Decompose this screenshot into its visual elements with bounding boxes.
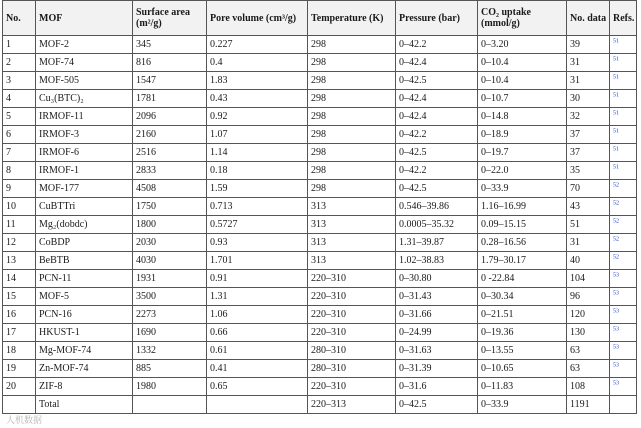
reference-link[interactable]: 51 [613,128,619,135]
cell-no-data: 63 [567,342,610,360]
cell-mof: PCN-11 [36,270,133,288]
cell-pressure: 0–42.5 [396,72,478,90]
table-row [3,234,637,252]
table-row [3,90,637,108]
cell-temperature: 298 [308,162,396,180]
cell-refs [610,198,637,216]
cell-pressure: 0–31.43 [396,288,478,306]
table-row [3,288,637,306]
cell-no: 7 [3,144,36,162]
cell-mof: Zn-MOF-74 [36,360,133,378]
table-row [3,54,637,72]
cell-pore-volume: 0.227 [207,36,308,54]
reference-link[interactable]: 51 [613,74,619,81]
cell-temperature: 298 [308,108,396,126]
cell-no: 11 [3,216,36,234]
table-row [3,216,637,234]
table-row [3,270,637,288]
cell-mof: Mg₂(dobdc) [36,216,133,234]
cell-no-data: 96 [567,288,610,306]
cell-no: 18 [3,342,36,360]
cell-pressure: 0–42.4 [396,54,478,72]
cell-temperature: 313 [308,198,396,216]
reference-link[interactable]: 52 [613,200,619,207]
cell-no: 13 [3,252,36,270]
cell-pressure: 0–31.6 [396,378,478,396]
cell-co2-uptake: 0.28–16.56 [478,234,567,252]
cell-refs [610,396,637,414]
reference-link[interactable]: 51 [613,38,619,45]
table-row [3,342,637,360]
cell-pressure: 0–42.5 [396,144,478,162]
cell-pressure: 0–30.80 [396,270,478,288]
cell-surface-area: 2273 [133,306,207,324]
cell-pore-volume: 0.43 [207,90,308,108]
cell-pore-volume: 1.59 [207,180,308,198]
cell-pressure: 0–31.39 [396,360,478,378]
cell-no: 4 [3,90,36,108]
header-pore-volume-label: Pore volume (cm³/g) [210,12,297,24]
cell-surface-area: 1332 [133,342,207,360]
reference-link[interactable]: 51 [613,92,619,99]
cell-refs [610,54,637,72]
cell-mof: MOF-505 [36,72,133,90]
cell-pore-volume: 0.93 [207,234,308,252]
cell-co2-uptake: 0–11.83 [478,378,567,396]
cell-co2-uptake: 0–10.7 [478,90,567,108]
reference-link[interactable]: 51 [613,56,619,63]
reference-link[interactable]: 53 [613,344,619,351]
cell-co2-uptake: 0–13.55 [478,342,567,360]
cell-no: 16 [3,306,36,324]
cell-pore-volume: 0.66 [207,324,308,342]
cell-surface-area: 2833 [133,162,207,180]
cell-refs [610,324,637,342]
cell-pore-volume: 0.65 [207,378,308,396]
cell-mof: IRMOF-6 [36,144,133,162]
reference-link[interactable]: 52 [613,254,619,261]
cell-pore-volume: 1.06 [207,306,308,324]
cell-no-data: 31 [567,54,610,72]
cell-mof: IRMOF-3 [36,126,133,144]
reference-link[interactable]: 51 [613,110,619,117]
cell-co2-uptake: 0–14.8 [478,108,567,126]
cell-co2-uptake: 1.79–30.17 [478,252,567,270]
reference-link[interactable]: 53 [613,272,619,279]
table-row [3,36,637,54]
cell-surface-area: 885 [133,360,207,378]
cell-no: 8 [3,162,36,180]
cell-no-data: 63 [567,360,610,378]
cell-temperature: 298 [308,90,396,108]
cell-pressure: 0–42.2 [396,36,478,54]
cell-co2-uptake: 0–22.0 [478,162,567,180]
header-refs: Refs. [610,1,637,36]
cell-temperature: 298 [308,144,396,162]
cell-surface-area: 1980 [133,378,207,396]
table-row [3,144,637,162]
header-no-data: No. data [567,1,610,36]
cell-refs [610,360,637,378]
cell-no: 14 [3,270,36,288]
cell-pressure: 1.02–38.83 [396,252,478,270]
cell-pore-volume: 0.41 [207,360,308,378]
cell-pressure: 0–42.4 [396,108,478,126]
cell-surface-area: 1781 [133,90,207,108]
cell-mof: ZIF-8 [36,378,133,396]
table-row [3,396,637,414]
cell-co2-uptake: 0–18.9 [478,126,567,144]
cell-no: 1 [3,36,36,54]
cell-pore-volume: 0.18 [207,162,308,180]
cell-pore-volume: 0.91 [207,270,308,288]
cell-temperature: 280–310 [308,360,396,378]
cell-surface-area: 345 [133,36,207,54]
reference-link[interactable]: 53 [613,380,619,387]
cell-no: 19 [3,360,36,378]
reference-link[interactable]: 53 [613,326,619,333]
cell-pore-volume: 1.14 [207,144,308,162]
cell-temperature: 220–310 [308,270,396,288]
cell-refs [610,126,637,144]
cell-no-data: 1191 [567,396,610,414]
cell-co2-uptake: 0–30.34 [478,288,567,306]
cell-mof: MOF-177 [36,180,133,198]
header-no: No. [3,1,36,36]
header-mof: MOF [36,1,133,36]
cell-co2-uptake: 0–21.51 [478,306,567,324]
cell-pressure: 0.0005–35.32 [396,216,478,234]
cell-mof: HKUST-1 [36,324,133,342]
cell-co2-uptake: 0–33.9 [478,396,567,414]
cell-refs [610,72,637,90]
reference-link[interactable]: 53 [613,362,619,369]
table-row [3,360,637,378]
cell-pressure: 0–42.4 [396,90,478,108]
cell-temperature: 220–313 [308,396,396,414]
cell-refs [610,288,637,306]
cell-no-data: 51 [567,216,610,234]
cell-refs [610,378,637,396]
cell-refs [610,216,637,234]
cell-pressure: 0–31.63 [396,342,478,360]
header-pressure: Pressure (bar) [396,1,478,36]
cell-pressure: 0.546–39.86 [396,198,478,216]
cell-pressure: 0–42.5 [396,180,478,198]
cell-temperature: 220–310 [308,378,396,396]
cell-pressure: 1.31–39.87 [396,234,478,252]
table-body [3,36,637,414]
cell-no: 10 [3,198,36,216]
cell-co2-uptake: 0 -22.84 [478,270,567,288]
cell-co2-uptake: 0–10.4 [478,54,567,72]
cell-no-data: 30 [567,90,610,108]
reference-link[interactable]: 51 [613,164,619,171]
cell-no-data: 37 [567,126,610,144]
cell-surface-area: 2096 [133,108,207,126]
cell-mof: IRMOF-1 [36,162,133,180]
cell-no-data: 31 [567,234,610,252]
header-pore-volume [207,1,308,36]
watermark: 人机数据 [6,416,43,426]
cell-no-data: 120 [567,306,610,324]
cell-refs [610,90,637,108]
cell-mof: CoBDP [36,234,133,252]
table-row [3,72,637,90]
cell-no: 5 [3,108,36,126]
cell-temperature: 313 [308,234,396,252]
table-row [3,198,637,216]
cell-no-data: 108 [567,378,610,396]
cell-pore-volume [207,396,308,414]
cell-temperature: 220–310 [308,288,396,306]
cell-mof: BeBTB [36,252,133,270]
cell-pore-volume: 1.83 [207,72,308,90]
cell-temperature: 313 [308,252,396,270]
cell-co2-uptake: 1.16–16.99 [478,198,567,216]
cell-no-data: 35 [567,162,610,180]
reference-link[interactable]: 52 [613,218,619,225]
cell-temperature: 220–310 [308,324,396,342]
header-co2-uptake [478,1,567,36]
table-row [3,252,637,270]
cell-mof: MOF-74 [36,54,133,72]
cell-temperature: 298 [308,72,396,90]
cell-pore-volume: 1.31 [207,288,308,306]
cell-refs [610,180,637,198]
cell-no: 20 [3,378,36,396]
cell-pressure: 0–42.2 [396,162,478,180]
cell-surface-area: 816 [133,54,207,72]
reference-link[interactable]: 53 [613,290,619,297]
cell-surface-area: 1800 [133,216,207,234]
cell-no: 3 [3,72,36,90]
cell-no: 6 [3,126,36,144]
cell-no-data: 37 [567,144,610,162]
cell-pressure: 0–24.99 [396,324,478,342]
cell-refs [610,234,637,252]
cell-refs [610,108,637,126]
cell-no-data: 70 [567,180,610,198]
cell-pressure: 0–31.66 [396,306,478,324]
cell-temperature: 298 [308,180,396,198]
cell-mof: MOF-2 [36,36,133,54]
cell-refs [610,306,637,324]
cell-pore-volume: 0.61 [207,342,308,360]
cell-co2-uptake: 0–19.7 [478,144,567,162]
cell-no: 12 [3,234,36,252]
cell-pressure: 0–42.2 [396,126,478,144]
cell-surface-area: 4030 [133,252,207,270]
cell-surface-area: 1547 [133,72,207,90]
cell-co2-uptake: 0–19.36 [478,324,567,342]
cell-pore-volume: 0.713 [207,198,308,216]
table-row [3,126,637,144]
cell-no: 9 [3,180,36,198]
header-surface-area [133,1,207,36]
cell-surface-area: 4508 [133,180,207,198]
cell-surface-area: 1931 [133,270,207,288]
cell-temperature: 220–310 [308,306,396,324]
header-row [3,1,637,36]
cell-no [3,396,36,414]
cell-pore-volume: 0.5727 [207,216,308,234]
cell-no-data: 31 [567,72,610,90]
cell-pore-volume: 0.92 [207,108,308,126]
cell-surface-area: 2516 [133,144,207,162]
cell-temperature: 298 [308,54,396,72]
reference-link[interactable]: 51 [613,146,619,153]
cell-surface-area: 2030 [133,234,207,252]
reference-link[interactable]: 53 [613,308,619,315]
table-row [3,378,637,396]
cell-refs [610,162,637,180]
table-row [3,108,637,126]
cell-no: 2 [3,54,36,72]
cell-no: 15 [3,288,36,306]
cell-temperature: 298 [308,126,396,144]
reference-link[interactable]: 52 [613,236,619,243]
cell-temperature: 280–310 [308,342,396,360]
cell-surface-area: 1690 [133,324,207,342]
cell-no: 17 [3,324,36,342]
header-surface-area-label: Surface area (m²/g) [136,7,190,29]
cell-mof: IRMOF-11 [36,108,133,126]
cell-co2-uptake: 0.09–15.15 [478,216,567,234]
header-co2-uptake-label: CO₂ uptake (mmol/g) [481,7,531,29]
cell-no-data: 104 [567,270,610,288]
cell-refs [610,342,637,360]
cell-surface-area: 2160 [133,126,207,144]
cell-refs [610,36,637,54]
cell-co2-uptake: 0–10.65 [478,360,567,378]
table-row [3,180,637,198]
cell-mof: CuBTTri [36,198,133,216]
cell-no-data: 39 [567,36,610,54]
cell-pressure: 0–42.5 [396,396,478,414]
cell-mof: PCN-16 [36,306,133,324]
cell-mof: MOF-5 [36,288,133,306]
cell-surface-area: 1750 [133,198,207,216]
table-row [3,162,637,180]
cell-pore-volume: 0.4 [207,54,308,72]
mof-co2-table [2,0,637,414]
cell-mof: Total [36,396,133,414]
header-temperature: Temperature (K) [308,1,396,36]
cell-surface-area: 3500 [133,288,207,306]
reference-link[interactable]: 52 [613,182,619,189]
cell-co2-uptake: 0–33.9 [478,180,567,198]
cell-no-data: 32 [567,108,610,126]
cell-no-data: 43 [567,198,610,216]
cell-refs [610,144,637,162]
cell-temperature: 298 [308,36,396,54]
cell-co2-uptake: 0–10.4 [478,72,567,90]
cell-mof: Mg-MOF-74 [36,342,133,360]
table-row [3,306,637,324]
cell-pore-volume: 1.701 [207,252,308,270]
cell-co2-uptake: 0–3.20 [478,36,567,54]
cell-no-data: 130 [567,324,610,342]
cell-no-data: 40 [567,252,610,270]
cell-refs [610,270,637,288]
cell-surface-area [133,396,207,414]
cell-mof: Cu₃(BTC)₂ [36,90,133,108]
table-row [3,324,637,342]
cell-refs [610,252,637,270]
cell-temperature: 313 [308,216,396,234]
cell-pore-volume: 1.07 [207,126,308,144]
